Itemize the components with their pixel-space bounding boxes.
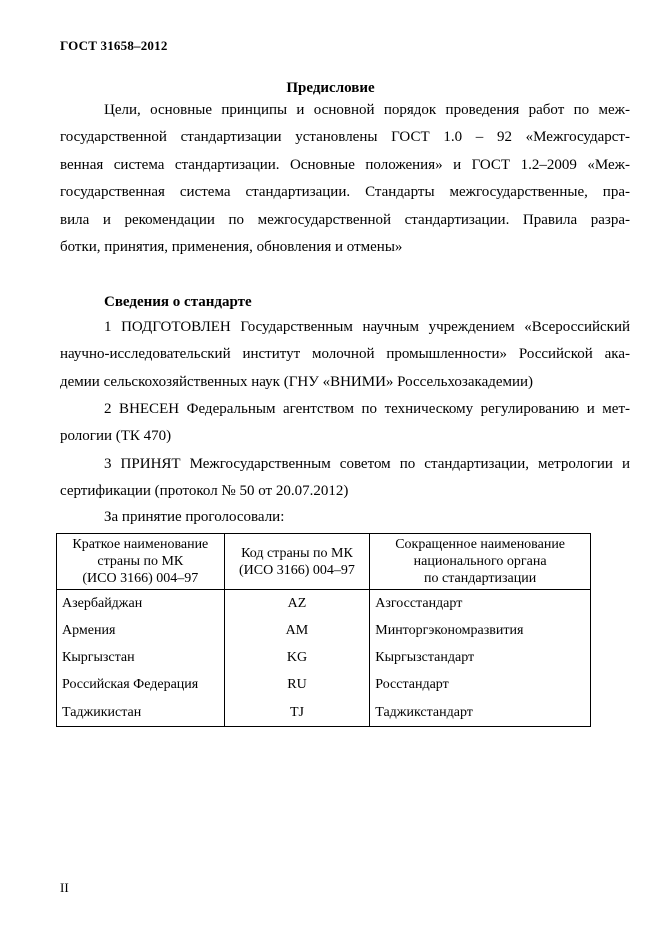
table-row	[57, 590, 591, 618]
vote-intro: За принятие проголосовали:	[104, 509, 285, 525]
country-cell: Армения	[57, 617, 225, 644]
code-cell: KG	[224, 644, 370, 671]
foreword-line: венная система стандартизации. Основные положения» и ГОСТ 1.2–2009 «Меж-	[60, 156, 630, 173]
code-cell: TJ	[224, 698, 370, 727]
foreword-line: Цели, основные принципы и основной порядок проведения работ по меж-	[104, 102, 630, 118]
column-header-body: Сокращенное наименование национального органа по стандартизации	[370, 534, 591, 590]
item-prepared-line: научно-исследовательский институт молочной промышленности» Российской ака-	[60, 346, 630, 363]
item-adopted-line: сертификации (протокол № 50 от 20.07.2012)	[60, 483, 349, 500]
body-cell: Минторгэкономразвития	[370, 617, 591, 644]
foreword-line: ботки, принятия, применения, обновления и отмены»	[60, 239, 403, 256]
document-code: ГОСТ 31658–2012	[60, 38, 168, 53]
table-row	[57, 644, 591, 671]
table-row	[57, 617, 591, 644]
item-submitted	[60, 396, 630, 451]
foreword-title: Предисловие	[286, 80, 375, 96]
column-header-country: Краткое наименование страны по МК (ИСО 3166) 004–97	[57, 534, 225, 590]
table-header-row	[57, 534, 591, 590]
table-row	[57, 698, 591, 727]
foreword-line: государственной стандартизации установлены ГОСТ 1.0 – 92 «Межгосударст-	[60, 129, 630, 146]
table-row	[57, 671, 591, 698]
column-header-code: Код страны по МК (ИСО 3166) 004–97	[224, 534, 370, 590]
item-prepared-line: 1 ПОДГОТОВЛЕН Государственным научным учреждением «Всероссийский	[104, 319, 630, 335]
code-cell: AM	[224, 617, 370, 644]
code-cell: AZ	[224, 590, 370, 618]
item-adopted-line: 3 ПРИНЯТ Межгосударственным советом по стандартизации, метрологии и	[104, 456, 630, 472]
body-cell: Азгосстандарт	[370, 590, 591, 618]
foreword-line: государственная система стандартизации. Стандарты межгосударственные, пра-	[60, 184, 630, 201]
country-cell: Азербайджан	[57, 590, 225, 618]
page-number: II	[60, 880, 69, 895]
body-cell: Росстандарт	[370, 671, 591, 698]
foreword-paragraph	[60, 97, 630, 261]
foreword-line: вила и рекомендации по межгосударственной стандартизации. Правила разра-	[60, 211, 630, 228]
item-submitted-line: рологии (ТК 470)	[60, 428, 172, 445]
country-cell: Таджикистан	[57, 698, 225, 727]
item-prepared-line: демии сельскохозяйственных наук (ГНУ «ВНИМИ» Россельхозакадемии)	[60, 373, 534, 390]
country-cell: Российская Федерация	[57, 671, 225, 698]
body-cell: Таджикстандарт	[370, 698, 591, 727]
item-prepared	[60, 314, 630, 396]
code-cell: RU	[224, 671, 370, 698]
country-cell: Кыргызстан	[57, 644, 225, 671]
standard-info-title: Сведения о стандарте	[104, 294, 252, 310]
item-submitted-line: 2 ВНЕСЕН Федеральным агентством по техническому регулированию и мет-	[104, 401, 630, 417]
item-adopted	[60, 451, 630, 506]
body-cell: Кыргызстандарт	[370, 644, 591, 671]
voting-table	[56, 533, 591, 727]
